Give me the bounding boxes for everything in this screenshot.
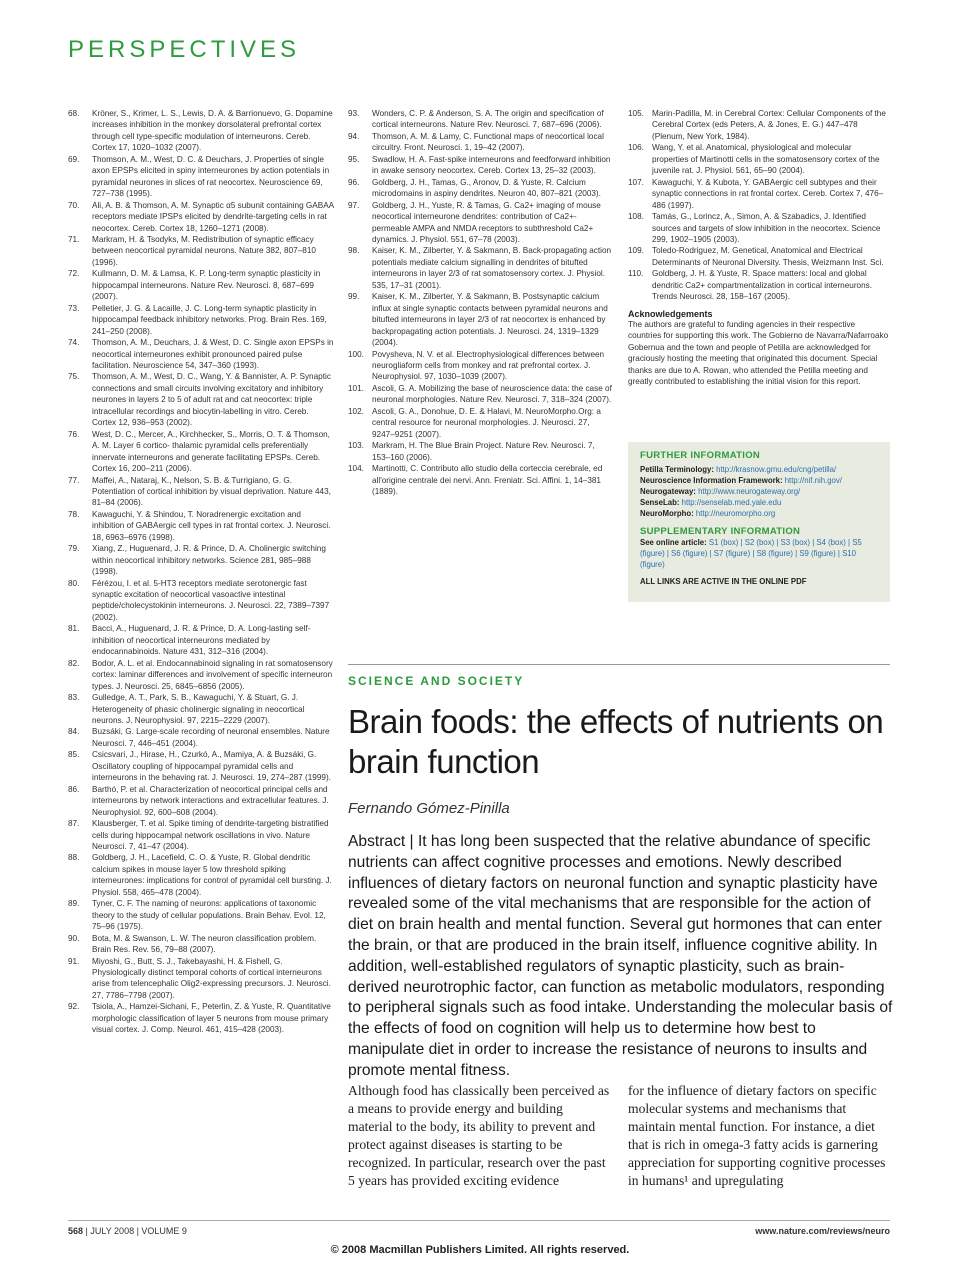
reference-number: 104. xyxy=(348,464,364,474)
reference-text: Bota, M. & Swanson, L. W. The neuron classification problem. Brain Res. Rev. 56, 79–88 (2007). xyxy=(92,933,317,955)
reference-text: Kaiser, K. M., Zilberter, Y. & Sakmann, B. Postsynaptic calcium influx at single synaptic contacts between pyramidal neurons and bitufted interneurons in layer 2/3 of rat neocortex is enhanced by backpropagating action potentials. J. Neurosci. 24, 1319–1329 (2004). xyxy=(372,292,608,348)
reference-number: 81. xyxy=(68,624,80,634)
reference-text: Toledo-Rodriguez, M. Genetical, Anatomical and Electrical Determinants of Neuronal Diversity. Thesis, Weizmann Inst. Sci. xyxy=(652,246,884,267)
reference-number: 73. xyxy=(68,303,80,313)
supplementary-link-list[interactable]: S1 (box) | S2 (box) | S3 (box) | S4 (box) | S5 (figure) | S6 (figure) | S7 (figure) | S8 (figure) | S9 (figure) | S10 (figure) xyxy=(640,538,862,569)
reference-number: 82. xyxy=(68,658,80,668)
further-info-item xyxy=(640,497,878,508)
reference-text: Gulledge, A. T., Park, S. B., Kawaguchi, Y. & Stuart, G. J. Heterogeneity of phasic cholinergic signaling in neocortical neurons. J. Neurophysiol. 97, 2215–2229 (2007). xyxy=(92,693,305,726)
reference-item xyxy=(68,337,334,371)
reference-text: Kaiser, K. M., Zilberter, Y. & Sakmann, B. Back-propagating action potentials mediate calcium signalling in dendrites of bitufted interneurons in layer 2/3 of rat somatosensory cortex. J. Physiol. 535, 17–31 (2001). xyxy=(372,246,612,290)
reference-text: Markram, H. The Blue Brain Project. Nature Rev. Neurosci. 7, 153–160 (2006). xyxy=(372,441,595,462)
reference-text: Thomson, A. M., West, D. C., Wang, Y. & Bannister, A. P. Synaptic connections and small circuits involving excitatory and inhibitory neurones in layers 2 to 5 of adult rat and cat neocortex: triple intracellular recordings and biocytin-labelling in vitro. Cereb. Cortex 12, 936–953 (2002). xyxy=(92,372,331,428)
further-info-item xyxy=(640,508,878,519)
reference-item xyxy=(348,291,613,348)
reference-number: 101. xyxy=(348,383,364,393)
reference-text: Markram, H. & Tsodyks, M. Redistribution of synaptic efficacy between neocortical pyramidal neurons. Nature 382, 807–810 (1996). xyxy=(92,234,316,267)
abstract-label: Abstract | xyxy=(348,833,414,850)
reference-item xyxy=(68,154,334,200)
reference-number: 72. xyxy=(68,269,80,279)
further-info-label: SenseLab: xyxy=(640,498,680,507)
reference-item xyxy=(68,234,334,268)
reference-text: West, D. C., Mercer, A., Kirchhecker, S., Morris, O. T. & Thomson, A. M. Layer 6 cortico- thalamic pyramidal cells preferentially innervate interneurons and generate facilitating EPSPs. Cereb. Cortex 16, 200–211 (2006). xyxy=(92,429,330,474)
further-info-link[interactable]: http://krasnow.gmu.edu/cng/petilla/ xyxy=(716,465,837,474)
reference-text: Kullmann, D. M. & Lamsa, K. P. Long-term synaptic plasticity in hippocampal interneurons. Nature Rev. Neurosci. 8, 687–699 (2007). xyxy=(92,269,321,302)
reference-item xyxy=(68,726,334,749)
reference-item xyxy=(348,131,613,154)
reference-text: Férézou, I. et al. 5-HT3 receptors mediate serotonergic fast synaptic excitation of neocortical vasoactive intestinal peptide/cholecystokinin interneurons. J. Neurosci. 22, 7389–7397 (2002). xyxy=(92,578,330,622)
reference-number: 105. xyxy=(628,109,644,118)
reference-number: 93. xyxy=(348,109,360,118)
references-column-2 xyxy=(348,108,613,497)
reference-item xyxy=(348,200,613,246)
body-text-left: Although food has classically been perceived as a means to provide energy and building material to the body, its ability to prevent and protect against diseases is starting to be recognized. In particular, research over the past 5 years has provided exciting evidence xyxy=(348,1083,610,1188)
reference-text: Swadlow, H. A. Fast-spike interneurons and feedforward inhibition in awake sensory neocortex. Cereb. Cortex 13, 25–32 (2003). xyxy=(372,154,611,176)
section-divider xyxy=(348,664,890,665)
further-info-item xyxy=(640,464,878,475)
reference-item xyxy=(628,142,890,176)
reference-number: 89. xyxy=(68,899,80,909)
reference-number: 106. xyxy=(628,143,644,153)
reference-text: Povysheva, N. V. et al. Electrophysiological differences between neurogliaform cells from monkey and rat prefrontal cortex. J. Neurophysiol. 97, 1030–1039 (2007). xyxy=(372,349,605,382)
article-abstract xyxy=(348,832,893,1082)
reference-number: 102. xyxy=(348,406,364,416)
reference-item xyxy=(348,440,613,463)
reference-number: 100. xyxy=(348,349,364,359)
reference-item xyxy=(348,177,613,200)
reference-number: 98. xyxy=(348,246,360,256)
reference-number: 83. xyxy=(68,693,80,703)
reference-text: Maffei, A., Nataraj, K., Nelson, S. B. & Turrigiano, G. G. Potentiation of cortical inhibition by visual deprivation. Nature 443, 81–84 (2006). xyxy=(92,475,331,508)
reference-text: Wonders, C. P. & Anderson, S. A. The origin and specification of cortical interneurons. Nature Rev. Neurosci. 7, 687–696 (2006). xyxy=(372,109,604,130)
further-info-link[interactable]: http://www.neurogateway.org/ xyxy=(698,487,801,496)
reference-number: 74. xyxy=(68,338,80,348)
reference-text: Tyner, C. F. The naming of neurons: applications of taxonomic theory to the study of cellular populations. Brain Behav. Evol. 12, 75–96 (1975). xyxy=(92,899,326,932)
reference-item xyxy=(348,108,613,131)
reference-number: 75. xyxy=(68,372,80,382)
reference-item xyxy=(68,268,334,302)
further-information-box xyxy=(628,442,890,602)
further-info-label: Petilla Terminology: xyxy=(640,465,714,474)
reference-number: 71. xyxy=(68,234,80,244)
reference-number: 90. xyxy=(68,933,80,943)
section-header: PERSPECTIVES xyxy=(68,36,301,63)
reference-item xyxy=(68,933,334,956)
reference-text: Goldberg, J. H. & Yuste, R. Space matters: local and global dendritic Ca2+ compartmentalization in cortical interneurons. Trends Neurosci. 28, 158–167 (2005). xyxy=(652,269,873,302)
reference-item xyxy=(348,245,613,291)
reference-text: Csicsvari, J., Hirase, H., Czurkó, A., Mamiya, A. & Buzsáki, G. Oscillatory coupling of hippocampal pyramidal cells and interneurons in the behaving rat. J. Neurosci. 19, 274–287 (1999). xyxy=(92,750,331,783)
reference-item xyxy=(68,749,334,783)
reference-text: Buzsáki, G. Large-scale recording of neuronal ensembles. Nature Neurosci. 7, 446–451 (2004). xyxy=(92,727,330,748)
body-text-right: for the influence of dietary factors on specific molecular systems and mechanisms that maintain mental function. For instance, a diet that is rich in omega-3 fatty acids is garnering appreciation for supporting cognitive processes in humans¹ and upregulating xyxy=(628,1083,886,1188)
reference-text: Bodor, A. L. et al. Endocannabinoid signaling in rat somatosensory cortex: laminar differences and involvement of specific interneuron types. J. Neurosci. 25, 6845–6856 (2005). xyxy=(92,658,333,691)
issue-volume: VOLUME 9 xyxy=(141,1226,187,1236)
reference-number: 77. xyxy=(68,475,80,485)
reference-item xyxy=(628,245,890,268)
reference-item xyxy=(348,406,613,440)
issue-date: JULY 2008 xyxy=(90,1226,135,1236)
article-section-label: SCIENCE AND SOCIETY xyxy=(348,674,525,688)
reference-text: Tsiola, A., Hamzei-Sichani, F., Peterlin, Z. & Yuste, R. Quantitative morphologic classification of layer 5 neurons from mouse primary visual cortex. J. Comp. Neurol. 461, 415–428 (2003). xyxy=(92,1002,331,1035)
reference-number: 87. xyxy=(68,819,80,829)
reference-number: 109. xyxy=(628,246,644,256)
reference-text: Goldberg, J. H., Tamas, G., Aronov, D. & Yuste, R. Calcium microdomains in aspiny dendrites. Neuron 40, 807–821 (2003). xyxy=(372,177,601,199)
reference-item xyxy=(348,154,613,177)
reference-text: Kawaguchi, Y. & Kubota, Y. GABAergic cell subtypes and their synaptic connections in rat frontal cortex. Cereb. Cortex 7, 476–486 (1997). xyxy=(652,177,884,210)
reference-text: Kawaguchi, Y. & Shindou, T. Noradrenergic excitation and inhibition of GABAergic cell types in rat frontal cortex. J. Neurosci. 18, 6963–6976 (1998). xyxy=(92,509,331,542)
further-info-title: FURTHER INFORMATION xyxy=(640,450,761,461)
further-info-label: NeuroMorpho: xyxy=(640,509,694,518)
footer-page-info: 568 | JULY 2008 | VOLUME 9 xyxy=(68,1226,187,1236)
reference-number: 108. xyxy=(628,212,644,222)
reference-text: Ali, A. B. & Thomson, A. M. Synaptic α5 subunit containing GABAA receptors mediate IPSPs elicited by dendrite-targeting cells in rat neocortex. Cereb. Cortex 18, 1260–1271 (2008). xyxy=(92,200,334,233)
further-info-item xyxy=(640,486,878,497)
reference-text: Ascoli, G. A., Donohue, D. E. & Halavi, M. NeuroMorpho.Org: a central resource for neuronal morphologies. J. Neurosci. 27, 9247–9251 (2007). xyxy=(372,406,601,439)
reference-number: 68. xyxy=(68,109,80,118)
footer-divider xyxy=(68,1220,890,1221)
reference-number: 97. xyxy=(348,200,360,210)
reference-number: 80. xyxy=(68,578,80,588)
reference-text: Kröner, S., Krimer, L. S., Lewis, D. A. & Barrionuevo, G. Dopamine increases inhibition in the monkey dorsolateral prefrontal cortex through cell type-specific modulation of interneurons. Cereb. Cortex 17, 1020–1032 (2007). xyxy=(92,109,333,153)
reference-number: 99. xyxy=(348,292,360,302)
reference-item xyxy=(68,1001,334,1035)
article-title: Brain foods: the effects of nutrients on brain function xyxy=(348,703,884,780)
supplementary-title: SUPPLEMENTARY INFORMATION xyxy=(640,526,801,537)
reference-number: 95. xyxy=(348,154,360,164)
further-info-item xyxy=(640,475,878,486)
reference-text: Wang, Y. et al. Anatomical, physiological and molecular properties of Martinotti cells in the somatosensory cortex of the juvenile rat. J. Physiol. 561, 65–90 (2004). xyxy=(652,143,880,176)
reference-text: Martinotti, C. Contributo allo studio della corteccia cerebrale, ed all'origine centrale dei nervi. Ann. Freniatr. Sci. Affini. 1, 14–381 (1889). xyxy=(372,464,603,496)
references-column-1 xyxy=(68,108,334,1036)
further-info-label: Neuroscience Information Framework: xyxy=(640,476,783,485)
reference-number: 110. xyxy=(628,269,644,279)
reference-number: 69. xyxy=(68,154,80,164)
reference-item xyxy=(68,784,334,818)
article-author: Fernando Gómez-Pinilla xyxy=(348,800,510,817)
reference-number: 107. xyxy=(628,177,644,187)
abstract-text: It has long been suspected that the relative abundance of specific nutrients can affect cognitive processes and emotions. Newly described influences of dietary factors on neuronal function and synaptic plasticity have revealed some of the vital mechanisms that are responsible for the action of diet on brain health and mental function. Several gut hormones that can enter the brain, or that are produced in the brain itself, influence cognitive ability. In addition, well-established regulators of synaptic plasticity, such as brain-derived neurotrophic factor, can function as metabolic modulators, responding to peripheral signals such as food intake. Understanding the molecular basis of the effects of food on cognition will help us to determine how best to manipulate diet in order to increase the resistance of neurons to insults and promote mental fitness. xyxy=(348,833,893,1079)
acknowledgements-title: Acknowledgements xyxy=(628,308,713,319)
reference-number: 70. xyxy=(68,200,80,210)
reference-number: 96. xyxy=(348,177,360,187)
supplementary-label: See online article: xyxy=(640,538,707,547)
reference-text: Thomson, A. M., Deuchars, J. & West, D. C. Single axon EPSPs in neocortical interneurones exhibit pronounced paired pulse facilitation. Neuroscience 54, 347–360 (1993). xyxy=(92,338,334,370)
reference-item xyxy=(68,956,334,1002)
reference-item xyxy=(68,303,334,337)
reference-item xyxy=(628,108,890,142)
reference-text: Tamás, G., Lorincz, A., Simon, A. & Szabadics, J. Identified sources and targets of slow inhibition in the neocortex. Science 299, 1902–1905 (2003). xyxy=(652,212,881,244)
reference-item xyxy=(68,108,334,154)
further-info-link[interactable]: http://neuromorpho.org xyxy=(695,509,776,518)
reference-text: Goldberg, J. H., Yuste, R. & Tamas, G. Ca2+ imaging of mouse neocortical interneurone dendrites: contribution of Ca2+-permeable AMPA and NMDA receptors to subthreshold Ca2+ dynamics. J. Physiol. 551, 67–78 (2003). xyxy=(372,200,601,244)
reference-item xyxy=(68,623,334,657)
acknowledgements-text: The authors are grateful to funding agencies in their respective countries for supporting this work. The Gobierno de Navarra/Nafarroako Gobernua and the town and people of Petilla are acknowledged for graciously hosting the meeting that originated this document. Special thanks are due to A. Rowan, who attended the Petilla meeting and greatly contributed to establishing the initial vision for this report. xyxy=(628,319,889,386)
further-info-label: Neurogateway: xyxy=(640,487,696,496)
reference-text: Miyoshi, G., Butt, S. J., Takebayashi, H. & Fishell, G. Physiologically distinct temporal cohorts of cortical interneurons arise from telencephalic Olig2-expressing precursors. J. Neurosci. 27, 7786–7798 (2007). xyxy=(92,956,331,1000)
reference-number: 79. xyxy=(68,544,80,554)
reference-item xyxy=(628,211,890,245)
supplementary-links xyxy=(640,537,878,570)
reference-number: 78. xyxy=(68,509,80,519)
reference-text: Klausberger, T. et al. Spike timing of dendrite-targeting bistratified cells during hippocampal network oscillations in vivo. Nature Neurosci. 7, 41–47 (2004). xyxy=(92,819,329,851)
reference-number: 86. xyxy=(68,784,80,794)
reference-item xyxy=(68,852,334,898)
further-info-list xyxy=(640,464,878,519)
reference-item xyxy=(628,268,890,302)
page-number: 568 xyxy=(68,1226,84,1236)
reference-number: 92. xyxy=(68,1002,80,1012)
reference-item xyxy=(348,463,613,497)
reference-item xyxy=(68,200,334,234)
reference-number: 91. xyxy=(68,956,80,966)
further-info-link[interactable]: http://senselab.med.yale.edu xyxy=(681,498,782,507)
reference-item xyxy=(68,818,334,852)
reference-number: 76. xyxy=(68,429,80,439)
reference-text: Ascoli, G. A. Mobilizing the base of neuroscience data: the case of neuronal morphologies. Nature Rev. Neurosci. 7, 318–324 (2007). xyxy=(372,383,612,405)
reference-number: 94. xyxy=(348,131,360,141)
reference-number: 88. xyxy=(68,853,80,863)
reference-text: Barthó, P. et al. Characterization of neocortical principal cells and interneurons by network interactions and extracellular features. J. Neurophysiol. 92, 600–608 (2004). xyxy=(92,784,329,817)
reference-item xyxy=(348,383,613,406)
reference-text: Xiang, Z., Huguenard, J. R. & Prince, D. A. Cholinergic switching within neocortical inhibitory networks. Science 281, 985–988 (1998). xyxy=(92,544,326,577)
reference-text: Marin-Padilla, M. in Cerebral Cortex: Cellular Components of the Cerebral Cortex (eds Peters, A. & Jones, E. G.) 447–478 (Plenum, New York, 1984). xyxy=(652,109,886,141)
journal-url[interactable]: www.nature.com/reviews/neuro xyxy=(755,1226,890,1236)
further-info-link[interactable]: http://nif.nih.gov/ xyxy=(784,476,842,485)
reference-item xyxy=(68,429,334,475)
reference-item xyxy=(68,658,334,692)
reference-item xyxy=(68,578,334,624)
reference-text: Thomson, A. M. & Lamy, C. Functional maps of neocortical local circuitry. Front. Neurosci. 1, 19–42 (2007). xyxy=(372,131,604,153)
reference-item xyxy=(348,349,613,383)
reference-number: 103. xyxy=(348,441,364,451)
reference-item xyxy=(68,509,334,543)
reference-text: Goldberg, J. H., Lacefield, C. O. & Yuste, R. Global dendritic calcium spikes in mouse layer 5 low threshold spiking interneurones: implications for control of pyramidal cell bursting. J. Physiol. 558, 465–478 (2004). xyxy=(92,853,332,897)
reference-text: Bacci, A., Huguenard, J. R. & Prince, D. A. Long-lasting self-inhibition of neocortical interneurons mediated by endocannabinoids. Nature 431, 312–316 (2004). xyxy=(92,624,311,657)
reference-text: Pelletier, J. G. & Lacaille, J. C. Long-term synaptic plasticity in hippocampal feedback inhibitory networks. Prog. Brain Res. 169, 241–250 (2008). xyxy=(92,303,327,336)
reference-item xyxy=(68,898,334,932)
reference-text: Thomson, A. M., West, D. C. & Deuchars, J. Properties of single axon EPSPs elicited in spiny interneurones by action potentials in pyramidal neurones in slices of rat neocortex. Neuroscience 69, 727–738 (1995). xyxy=(92,154,330,199)
references-column-3 xyxy=(628,108,890,387)
all-links-note: ALL LINKS ARE ACTIVE IN THE ONLINE PDF xyxy=(640,577,807,586)
reference-item xyxy=(68,692,334,726)
reference-item xyxy=(628,177,890,211)
reference-number: 84. xyxy=(68,727,80,737)
copyright-notice: © 2008 Macmillan Publishers Limited. All rights reserved. xyxy=(330,1244,630,1256)
reference-item xyxy=(68,475,334,509)
references-list-3 xyxy=(628,108,890,303)
reference-item xyxy=(68,371,334,428)
reference-number: 85. xyxy=(68,750,80,760)
reference-item xyxy=(68,543,334,577)
